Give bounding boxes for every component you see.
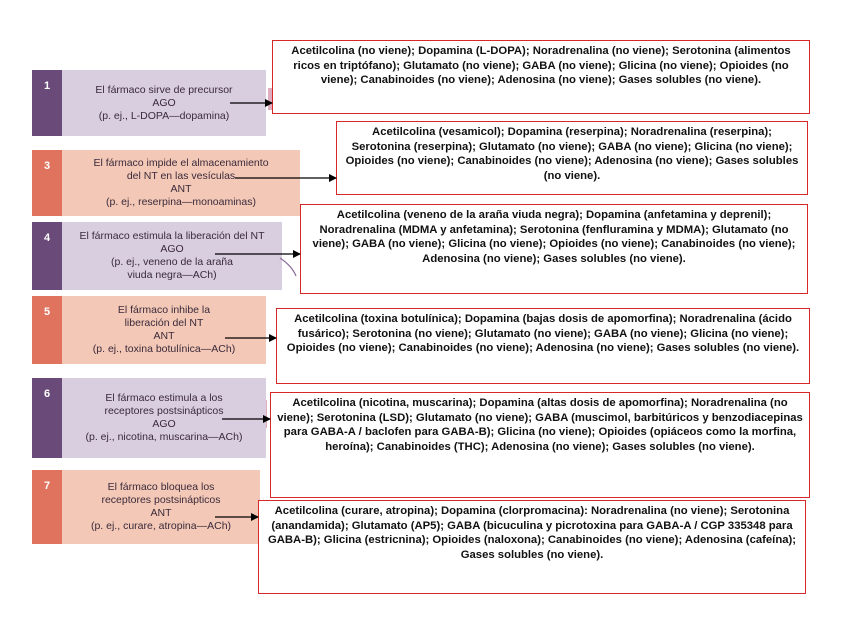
card-line: (p. ej., curare, atropina—ACh) [90,520,232,532]
drug-examples-box-1: Acetilcolina (no viene); Dopamina (L-DOPA); Noradrenalina (no viene); Serotonina (alimentos ricos en triptófano); Glutamato (no viene); GABA (no viene); Glicina (no viene); Opioides (no viene); Canabinoides (no viene); Adenosina (no viene); Gases solubles (no viene). [272,40,810,114]
card-line: ANT [153,330,175,342]
card-line: El fármaco inhibe la [117,304,211,316]
card-line: (p. ej., reserpina—monoaminas) [106,196,256,208]
card-line: ANT [150,507,172,519]
mechanism-number: 7 [32,470,62,544]
arrow-4-curve [280,258,296,276]
mechanism-number: 6 [32,378,62,458]
mechanism-number: 3 [32,150,62,216]
mechanism-card-5 [32,296,266,364]
mechanism-number: 4 [32,222,62,290]
drug-examples-box-3: Acetilcolina (vesamicol); Dopamina (reserpina); Noradrenalina (reserpina); Serotonina (reserpina); Glutamato (no viene); GABA (no viene); Glicina (no viene); Opioides (no viene); Canabinoides (no viene); Adenosina (no viene); Gases solubles (no viene). [336,121,808,195]
card-line: El fármaco estimula a los [105,392,223,404]
card-line: (p. ej., L-DOPA—dopamina) [98,109,230,122]
drug-examples-box-5: Acetilcolina (toxina botulínica); Dopamina (bajas dosis de apomorfina); Noradrenalina (ácido fusárico); Serotonina (no viene); Glutamato (no viene); GABA (no viene); Glicina (no viene); Opioides (no viene); Canabinoides (no viene); Adenosina (no viene); Gases solubles (no viene). [276,308,810,384]
mechanism-card-7 [32,470,260,544]
mechanism-description [62,150,300,216]
mechanism-card-3 [32,150,300,216]
card-line: liberación del NT [124,317,204,329]
card-line: receptores postsinápticos [104,405,224,417]
card-line: receptores postsinápticos [101,494,221,506]
card-line: ANT [170,183,192,195]
card-line: El fármaco impide el almacenamiento [93,157,269,169]
drug-examples-box-6: Acetilcolina (nicotina, muscarina); Dopamina (altas dosis de apomorfina); Noradrenalina (no viene); Serotonina (LSD); Glutamato (no viene); GABA (muscimol, barbitúricos y benzodiacepinas para GABA-A / baclofen para GABA-B); Glicina (no viene); Opioides (opiáceos como la morfina, heroína); Canabinoides (THC); Adenosina (no viene); Gases solubles (no viene). [270,392,810,498]
card-line: AGO [160,243,184,255]
mechanism-description [62,470,260,544]
card-line: AGO [152,418,176,430]
mechanism-card-4 [32,222,282,290]
mechanism-number: 1 [32,70,62,136]
card-line: (p. ej., veneno de la araña [110,256,233,268]
mechanism-description [62,296,266,364]
card-line: AGO [152,96,176,109]
drug-examples-box-7: Acetilcolina (curare, atropina); Dopamina (clorpromacina): Noradrenalina (no viene); Serotonina (anandamida); Glutamato (AP5); GABA (bicuculina y picrotoxina para GABA-A / CGP 335348 para GABA-B); Glicina (estricnina); Opioides (naloxona); Canabinoides (no viene); Adenosina (cafeína); Gases solubles (no viene). [258,500,806,594]
card-line: (p. ej., toxina botulínica—ACh) [92,343,236,355]
card-line: del NT en las vesículas [126,170,236,182]
mechanism-number: 5 [32,296,62,364]
drug-examples-box-4: Acetilcolina (veneno de la araña viuda negra); Dopamina (anfetamina y deprenil); Noradrenalina (MDMA y anfetamina); Serotonina (fenfluramina y MDMA); Glutamato (no viene); GABA (no viene); Glicina (no viene); Opioides (no viene); Canabinoides (no viene); Adenosina (no viene); Gases solubles (no viene). [300,204,808,294]
card-line: (p. ej., nicotina, muscarina—ACh) [85,431,243,443]
mechanism-description [62,222,282,290]
mechanism-card-1 [32,70,266,136]
mechanism-description [62,378,266,458]
mechanism-card-6 [32,378,266,458]
mechanism-description [62,70,266,136]
card-line: viuda negra—ACh) [127,269,217,281]
card-line: El fármaco sirve de precursor [95,83,233,96]
card-line: El fármaco estimula la liberación del NT [79,230,265,242]
card-line: El fármaco bloquea los [107,481,215,493]
